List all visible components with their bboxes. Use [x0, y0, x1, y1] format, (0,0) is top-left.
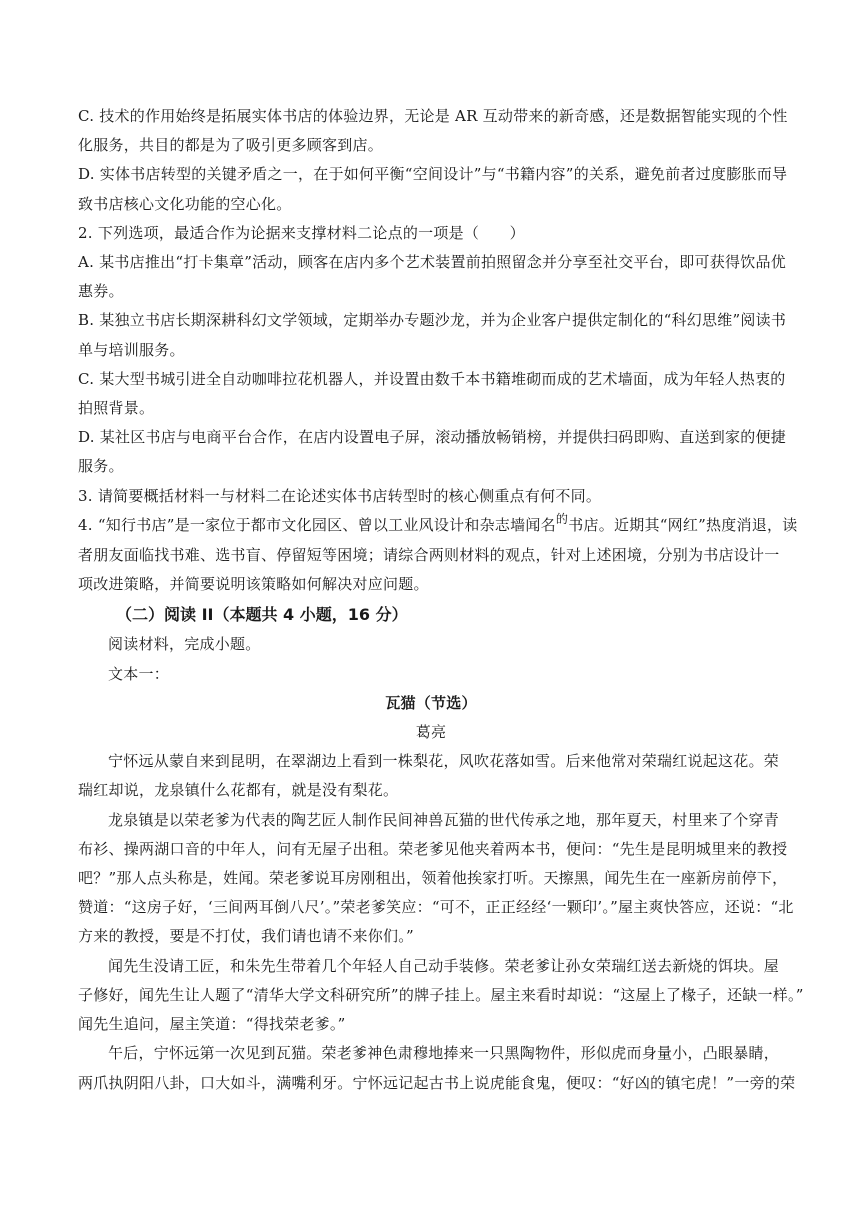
question-2	[78, 219, 787, 482]
story-title: 瓦猫（节选）	[385, 693, 477, 712]
q2-option-b-line-1: B. 某独立书店长期深耕科幻文学领域，定期举办专题沙龙，并为企业客户提供定制化的“科幻思维”阅读书	[78, 311, 787, 330]
q2-option-b-line-2: 单与培训服务。	[78, 340, 185, 359]
story-body	[78, 747, 804, 1097]
section-instruction: 阅读材料，完成小题。	[108, 635, 261, 654]
option-d-line-2: 致书店核心文化功能的空心化。	[78, 194, 292, 213]
option-d-line-1: D. 实体书店转型的关键矛盾之一，在于如何平衡“空间设计”与“书籍内容”的关系，避免前者过度膨胀而导	[78, 165, 788, 184]
question-4	[78, 511, 798, 600]
question-1-options	[78, 102, 788, 219]
option-c-line-2: 化服务，共目的都是为了吸引更多顾客到店。	[78, 136, 384, 155]
q2-option-c-line-1: C. 某大型书城引进全自动咖啡拉花机器人，并设置由数千本书籍堆砌而成的艺术墙面，成为年轻人热衷的	[78, 369, 786, 388]
para-2-line-4: 赞道：“这房子好，‘三间两耳倒八尺’。”荣老爹笑应：“可不，正正经经‘一颗印’。”屋主爽快答应，还说：“北	[78, 898, 794, 917]
q4-text-a: 4. “知行书店”是一家位于都市文化园区、曾以工业风设计和杂志墙闻名	[78, 515, 556, 534]
para-4-line-1: 午后，宁怀远第一次见到瓦猫。荣老爹神色肃穆地捧来一只黑陶物件，形似虎而身量小，凸眼暴睛，	[108, 1044, 780, 1063]
para-2-line-3: 吧？”那人点头称是，姓闻。荣老爹说耳房刚租出，领着他挨家打听。天擦黑，闻先生在一座新房前停下，	[78, 869, 788, 888]
q2-option-d-line-1: D. 某社区书店与电商平台合作，在店内设置电子屏，滚动播放畅销榜，并提供扫码即购、直送到家的便捷	[78, 428, 787, 447]
para-2-line-2: 布衫、操两湖口音的中年人，问有无屋子出租。荣老爹见他夹着两本书，便问：“先生是昆明城里来的教授	[78, 839, 788, 858]
question-4-line-3: 项改进策略，并简要说明该策略如何解决对应问题。	[78, 575, 429, 594]
section-heading: （二）阅读 II（本题共 4 小题，16 分）	[116, 605, 408, 625]
question-3: 3. 请简要概括材料一与材料二在论述实体书店转型时的核心侧重点有何不同。	[78, 486, 602, 505]
para-2-line-1: 龙泉镇是以荣老爹为代表的陶艺匠人制作民间神兽瓦猫的世代传承之地，那年夏天，村里来了个穿青	[108, 810, 780, 829]
q2-option-c-line-2: 拍照背景。	[78, 399, 155, 418]
question-2-stem: 2. 下列选项，最适合作为论据来支撑材料二论点的一项是（ ）	[78, 223, 525, 242]
para-4-line-2: 两爪执阴阳八卦，口大如斗，满嘴利牙。宁怀远记起古书上说虎能食鬼，便叹：“好凶的镇宅虎！”一旁的荣	[78, 1073, 796, 1092]
question-4-line-2: 者朋友面临找书难、选书盲、停留短等困境；请综合两则材料的观点，针对上述困境，分别为书店设计一	[78, 546, 780, 565]
story-author: 葛亮	[415, 723, 447, 742]
para-1-line-2: 瑞红却说，龙泉镇什么花都有，就是没有梨花。	[78, 781, 399, 800]
para-3-line-3: 闻先生追问，屋主笑道：“得找荣老爹。”	[78, 1015, 346, 1034]
option-c-line-1: C. 技术的作用始终是拓展实体书店的体验边界，无论是 AR 互动带来的新奇感，还是数据智能实现的个性	[78, 107, 788, 125]
question-4-line-1	[78, 511, 798, 541]
q4-inserted-char: 的	[555, 511, 569, 526]
para-3-line-1: 闻先生没请工匠，和朱先生带着几个年轻人自己动手装修。荣老爹让孙女荣瑞红送去新烧的饵块。屋	[108, 956, 780, 975]
para-2-line-5: 方来的教授，要是不打仗，我们请也请不来你们。”	[78, 927, 414, 946]
q4-text-b: 书店。近期其“网红”热度消退，读	[568, 515, 798, 534]
para-3-line-2: 子修好，闻先生让人题了“清华大学文科研究所”的牌子挂上。屋主来看时却说：“这屋上了椽子，还缺一样。”	[78, 985, 804, 1004]
q2-option-a-line-1: A. 某书店推出“打卡集章”活动，顾客在店内多个艺术装置前拍照留念并分享至社交平台，即可获得饮品优	[78, 253, 786, 272]
q2-option-d-line-2: 服务。	[78, 457, 124, 476]
text-label: 文本一：	[108, 664, 170, 683]
para-1-line-1: 宁怀远从蒙自来到昆明，在翠湖边上看到一株梨花，风吹花落如雪。后来他常对荣瑞红说起这花。荣	[108, 752, 780, 771]
q2-option-a-line-2: 惠券。	[78, 282, 124, 301]
